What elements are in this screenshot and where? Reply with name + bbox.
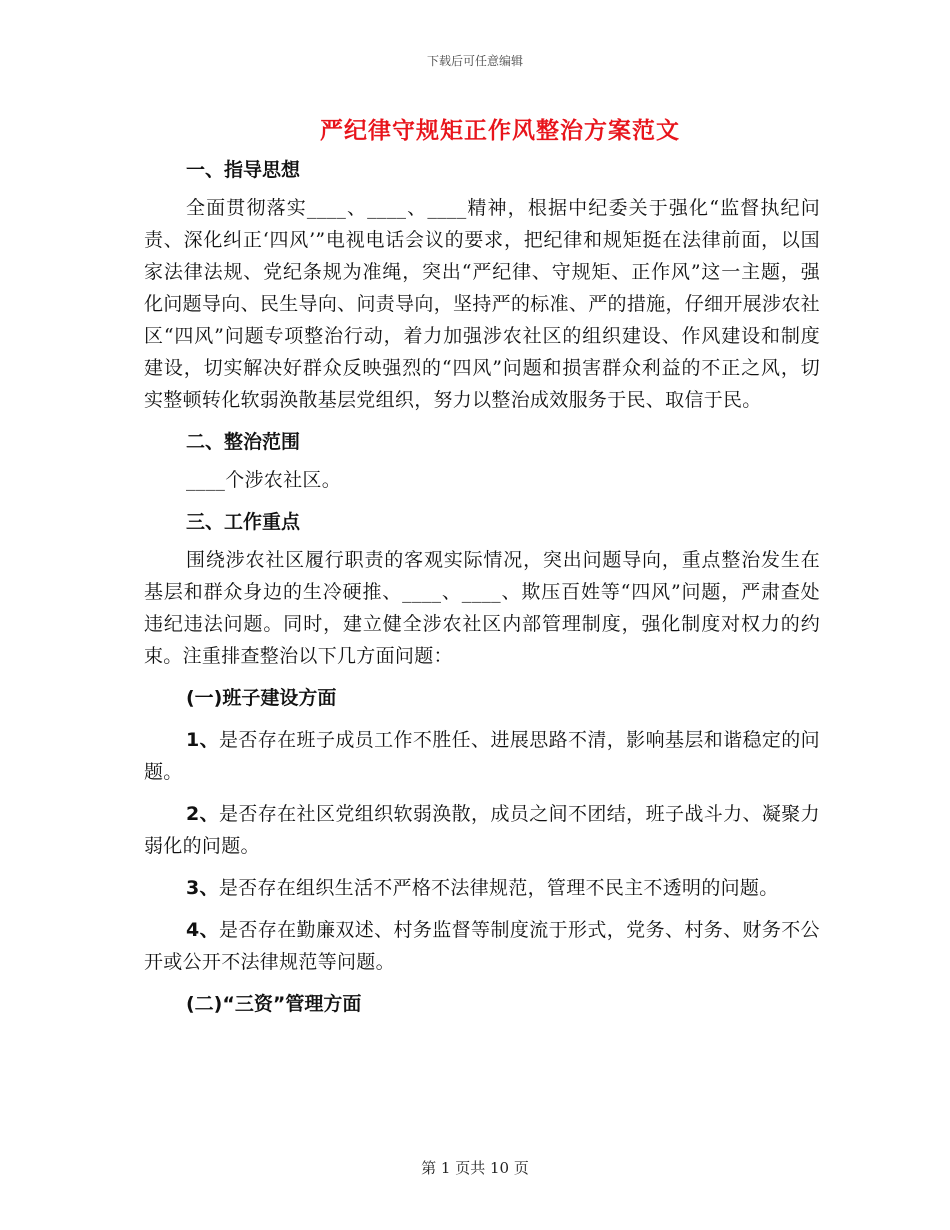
document-body [144,154,820,1020]
list-item-number: 3、 [186,877,219,899]
list-item-number: 1、 [186,729,219,751]
section-heading-3: 三、工作重点 [186,511,301,533]
subsection-heading-2: (二)“三资”管理方面 [186,993,362,1015]
page-header: 下载后可任意编辑 [426,54,523,68]
list-item-1 [144,724,820,788]
list-item-text: 是否存在社区党组织软弱涣散，成员之间不团结，班子战斗力、凝聚力弱化的问题。 [144,803,820,857]
paragraph-guiding-ideology: 全面贯彻落实____、____、____精神，根据中纪委关于强化“监督执纪问责、深化纠正‘四风’”电视电话会议的要求，把纪律和规矩挺在法律前面，以国家法律法规、党纪条规为准绳，突出“严纪律、守规矩、正作风”这一主题，强化问题导向、民生导向、问责导向，坚持严的标准、严的措施，仔细开展涉农社区“四风”问题专项整治行动，着力加强涉农社区的组织建设、作风建设和制度建设，切实解决好群众反映强烈的“四风”问题和损害群众利益的不正之风，切实整顿转化软弱涣散基层党组织，努力以整治成效服务于民、取信于民。 [144,197,820,411]
page-footer: 第 1 页共 10 页 [421,1159,529,1177]
paragraph-work-focus: 围绕涉农社区履行职责的客观实际情况，突出问题导向，重点整治发生在基层和群众身边的生冷硬推、____、____、欺压百姓等“四风”问题，严肃查处违纪违法问题。同时，建立健全涉农社区内部管理制度，强化制度对权力的约束。注重排查整治以下几方面问题： [144,549,820,667]
list-item-2 [144,798,820,862]
list-item-text: 是否存在班子成员工作不胜任、进展思路不清，影响基层和谐稳定的问题。 [144,729,820,783]
section-heading-2: 二、整治范围 [186,431,301,453]
document-title: 严纪律守规矩正作风整治方案范文 [320,117,680,144]
list-item-number: 4、 [186,919,219,941]
list-item-text: 是否存在勤廉双述、村务监督等制度流于形式，党务、村务、财务不公开或公开不法律规范等问题。 [144,919,820,973]
section-heading-1: 一、指导思想 [186,159,301,181]
list-item-number: 2、 [186,803,219,825]
list-item-4 [144,914,820,978]
list-item-text: 是否存在组织生活不严格不法律规范，管理不民主不透明的问题。 [218,877,779,899]
paragraph-scope: ____个涉农社区。 [186,469,342,491]
subsection-heading-1: (一)班子建设方面 [186,687,337,709]
list-item-3 [144,872,820,904]
